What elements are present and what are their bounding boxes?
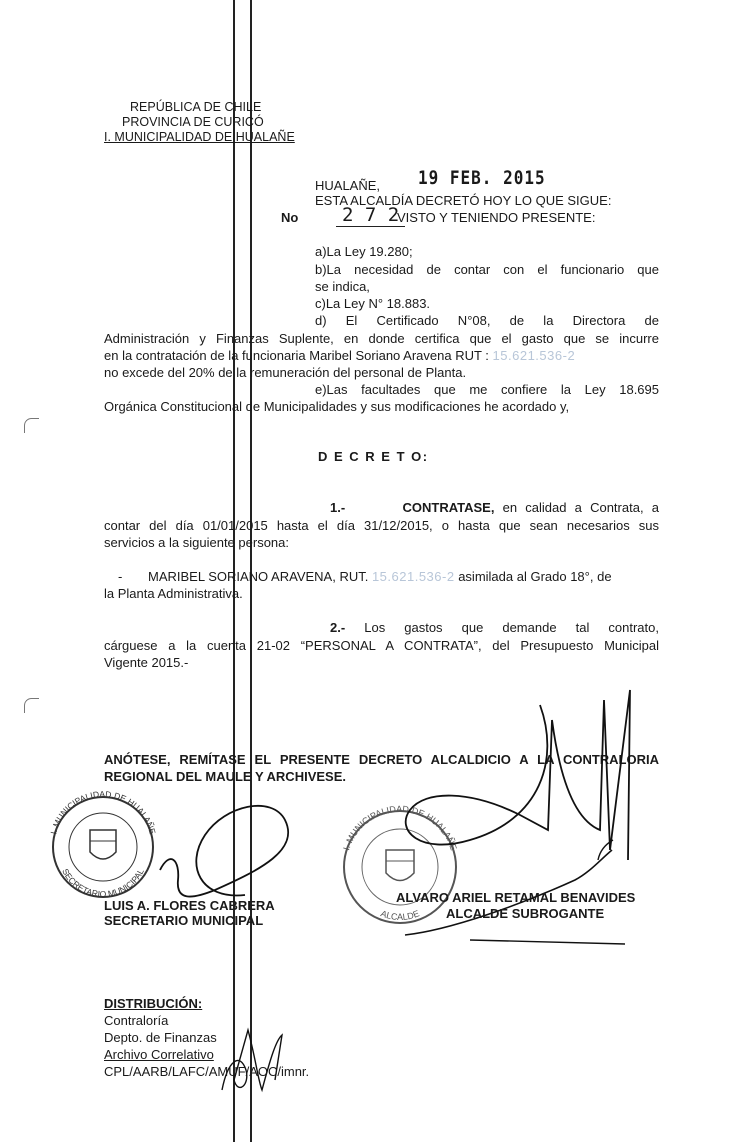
person-name: MARIBEL SORIANO ARAVENA, RUT.: [148, 569, 369, 584]
secretary-stamp: [48, 789, 157, 899]
article-2-line3: Vigente 2015.-: [104, 655, 189, 670]
secretary-title: SECRETARIO MUNICIPAL: [104, 913, 264, 928]
mayor-signature-underline: [470, 940, 625, 944]
mayor-stamp-shield-icon: [386, 850, 414, 881]
mayor-stamp-top-text: I. MUNICIPALIDAD DE HUALAÑE: [341, 803, 459, 852]
article-2-text: Los gastos que demande tal contrato,: [364, 620, 659, 635]
article-2-line2: cárguese a la cuenta 21-02 “PERSONAL A CONTRATA”, del Presupuesto Municipal: [104, 638, 659, 653]
decreto-title: D E C R E T O:: [318, 449, 429, 464]
considerando-e-line2: Orgánica Constitucional de Municipalidades y sus modificaciones he acordado y,: [104, 399, 570, 414]
person-dash: -: [118, 569, 123, 584]
considerando-d-line2: Administración y Finanzas Suplente, en donde certifica que el gasto que se incurre: [104, 331, 659, 346]
article-1-line3: servicios a la siguiente persona:: [104, 535, 289, 550]
header-municipality: I. MUNICIPALIDAD DE HUALAÑE: [104, 130, 295, 144]
mayor-name: ALVARO ARIEL RETAMAL BENAVIDES: [396, 890, 636, 905]
secretary-signature: [160, 806, 288, 897]
person-rest: asimilada al Grado 18°, de: [458, 569, 612, 584]
initials-signature: [222, 1030, 282, 1090]
considerando-d-line4: no excede del 20% de la remuneración del personal de Planta.: [104, 365, 467, 380]
header-province: PROVINCIA DE CURICÓ: [122, 115, 264, 129]
article-2-number: 2.-: [330, 620, 346, 635]
decree-visto: VISTO Y TENIENDO PRESENTE:: [397, 210, 596, 225]
distribution-initials: CPL/AARB/LAFC/AMUF/AOC/imnr.: [104, 1064, 310, 1079]
distribution-item: Contraloría: [104, 1013, 169, 1028]
secretary-stamp-shield-icon: [90, 830, 116, 859]
considerando-d-line3-text: en la contratación de la funcionaria Maribel Soriano Aravena RUT :: [104, 348, 489, 363]
secretary-stamp-top-text: I. MUNICIPALIDAD DE HUALAÑE: [48, 788, 158, 836]
article-1-text: en calidad a Contrata, a: [502, 500, 659, 515]
considerando-b-line2: se indica,: [315, 279, 370, 294]
considerando-a: a)La Ley 19.280;: [315, 244, 413, 259]
article-1-number: 1.-: [330, 500, 346, 515]
article-1-head: CONTRATASE,: [402, 500, 495, 515]
closing-line2: REGIONAL DEL MAULE Y ARCHIVESE.: [104, 769, 346, 784]
mayor-title: ALCALDE SUBROGANTE: [446, 906, 605, 921]
considerando-e-line1: e)Las facultades que me confiere la Ley 18.695: [315, 382, 659, 397]
secretary-stamp-bottom-text: SECRETARIO MUNICIPAL: [60, 866, 146, 900]
considerando-c: c)La Ley N° 18.883.: [315, 296, 431, 311]
decree-number: 2 7 2: [336, 204, 405, 227]
distribution-title: DISTRIBUCIÓN:: [104, 996, 203, 1011]
considerando-b-line1: b)La necesidad de contar con el funcionario que: [315, 262, 659, 277]
decree-intro: ESTA ALCALDÍA DECRETÓ HOY LO QUE SIGUE:: [315, 193, 612, 208]
place-label: HUALAÑE,: [315, 178, 381, 193]
person-line2: la Planta Administrativa.: [104, 586, 243, 601]
date-stamp: 19 FEB. 2015: [418, 166, 546, 189]
mayor-stamp: [341, 804, 459, 923]
mayor-stamp-bottom-text: ALCALDE: [379, 908, 421, 923]
header-republic: REPÚBLICA DE CHILE: [130, 100, 262, 114]
considerando-d-line1: d) El Certificado N°08, de la Directora de: [315, 313, 659, 328]
distribution-item: Archivo Correlativo: [104, 1047, 214, 1062]
mayor-signature: [406, 690, 630, 860]
redacted-rut-2: 15.621.536-2: [371, 569, 455, 584]
decree-number-prefix: No: [281, 210, 299, 225]
article-1-line2: contar del día 01/01/2015 hasta el día 31/12/2015, o hasta que sean necesarios sus: [104, 518, 659, 533]
closing-line1: ANÓTESE, REMÍTASE EL PRESENTE DECRETO ALCALDICIO A LA CONTRALORIA: [104, 752, 659, 767]
redacted-rut-1: 15.621.536-2: [492, 348, 576, 363]
distribution-item: Depto. de Finanzas: [104, 1030, 217, 1045]
secretary-name: LUIS A. FLORES CABRERA: [104, 898, 275, 913]
